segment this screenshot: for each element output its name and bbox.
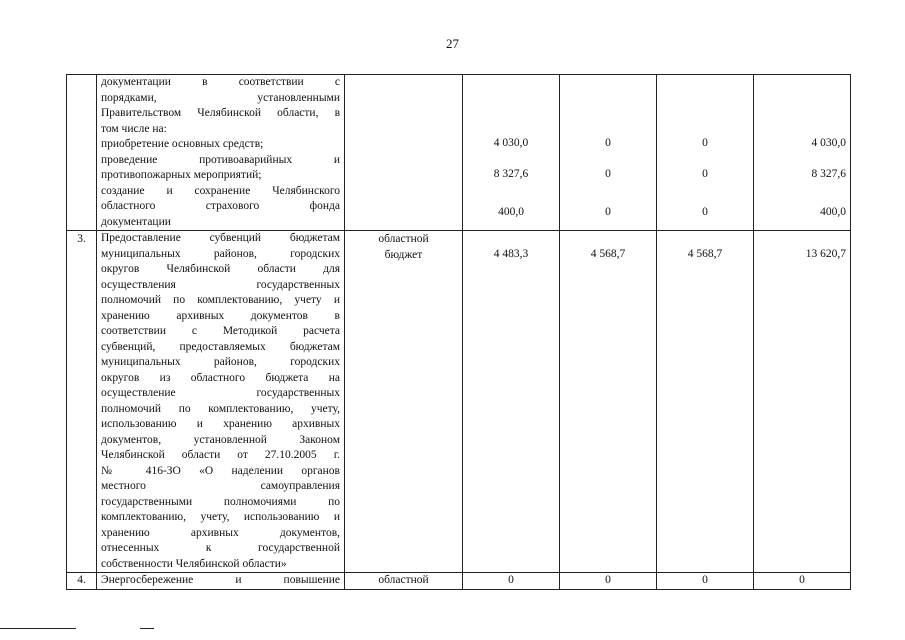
table-row-continued [67,75,851,231]
value: 13 620,7 [805,248,846,260]
value: 4 483,3 [493,248,529,260]
description-cell [97,75,345,231]
description-line: местного самоуправления [101,480,340,492]
value-cell-col3: 0 [657,573,754,590]
source-cell: областной [345,573,463,590]
row-number: 4. [67,573,97,590]
description-line: документов, установленной Законом [101,433,340,446]
value-cell-col1 [463,231,560,573]
value: 400,0 [498,206,524,218]
footer-rule [140,628,154,629]
description-line: государственными полномочиями по [101,495,340,508]
value: 400,0 [820,206,846,218]
value: 4 030,0 [811,137,846,149]
row-number-cell [67,75,97,231]
value-cell-col1: 0 [463,573,560,590]
description-line: соответствии с Методикой расчета [101,325,340,337]
footer-rule [0,628,76,629]
table-row-4 [67,573,851,590]
description-line: областного страхового фонда [101,200,340,212]
description-line: полномочий по комплектованию, учету, [101,402,340,415]
source-cell [345,231,463,573]
description-line: проведение противоаварийных и [101,153,340,166]
value: 8 327,6 [493,168,529,180]
value: 0 [702,206,708,218]
value-cell-col3 [657,75,754,231]
value-cell-col2 [560,75,657,231]
description-cell [97,231,345,573]
description-line: том числе на: [101,122,167,135]
description-line: округов Челябинской области для [101,263,340,275]
row-number: 3. [67,231,97,573]
description-line: муниципальных районов, городских [101,356,340,368]
value: 0 [605,206,611,218]
description-line: порядками, установленными [101,91,340,104]
description-line: использованию и хранению архивных [101,418,340,430]
description-line: документации в соответствии с [101,76,340,88]
description-line: документации [101,215,171,228]
table-row-3 [67,231,851,573]
description-line: № 416-ЗО «О наделении органов [101,464,340,477]
value: 0 [605,168,611,180]
description-line: субвенций, предоставляемых бюджетам [101,340,340,353]
source-line: областной [378,233,429,245]
description-line: комплектованию, учету, использованию и [101,511,340,523]
value: 4 568,7 [590,248,626,260]
page-number: 27 [446,36,459,51]
value-cell-total [754,231,851,573]
value: 0 [702,137,708,149]
description-line: Энергосбережение и повышение [101,574,340,586]
value: 4 568,7 [687,248,723,260]
description-line: Правительством Челябинской области, в [101,107,340,119]
description-line: хранению архивных документов в [101,309,340,322]
source-cell [345,75,463,231]
description-line: округов из областного бюджета на [101,371,340,384]
description-line: осуществления государственных [101,278,340,291]
value: 0 [702,168,708,180]
description-line: хранению архивных документов, [101,526,340,539]
value-cell-col3 [657,231,754,573]
description-line: противопожарных мероприятий; [101,169,262,181]
description-line: приобретение основных средств; [101,138,264,150]
description-line: создание и сохранение Челябинского [101,184,340,197]
description-line: муниципальных районов, городских [101,247,340,260]
value-cell-col1 [463,75,560,231]
budget-table [66,74,851,590]
description-line: полномочий по комплектованию, учету и [101,294,340,306]
description-line: осуществление государственных [101,387,340,399]
description-line: Челябинской области от 27.10.2005 г. [101,449,340,461]
description-cell [97,573,345,590]
value: 4 030,0 [493,137,529,149]
value-cell-col2: 0 [560,573,657,590]
value-cell-total: 0 [754,573,851,590]
description-line: отнесенных к государственной [101,542,340,554]
value: 8 327,6 [811,168,846,180]
source-line: бюджет [384,248,423,261]
description-line: Предоставление субвенций бюджетам [101,232,340,244]
value-cell-total [754,75,851,231]
value-cell-col2 [560,231,657,573]
description-line: собственности Челябинской области» [101,557,287,570]
value: 0 [605,137,611,149]
